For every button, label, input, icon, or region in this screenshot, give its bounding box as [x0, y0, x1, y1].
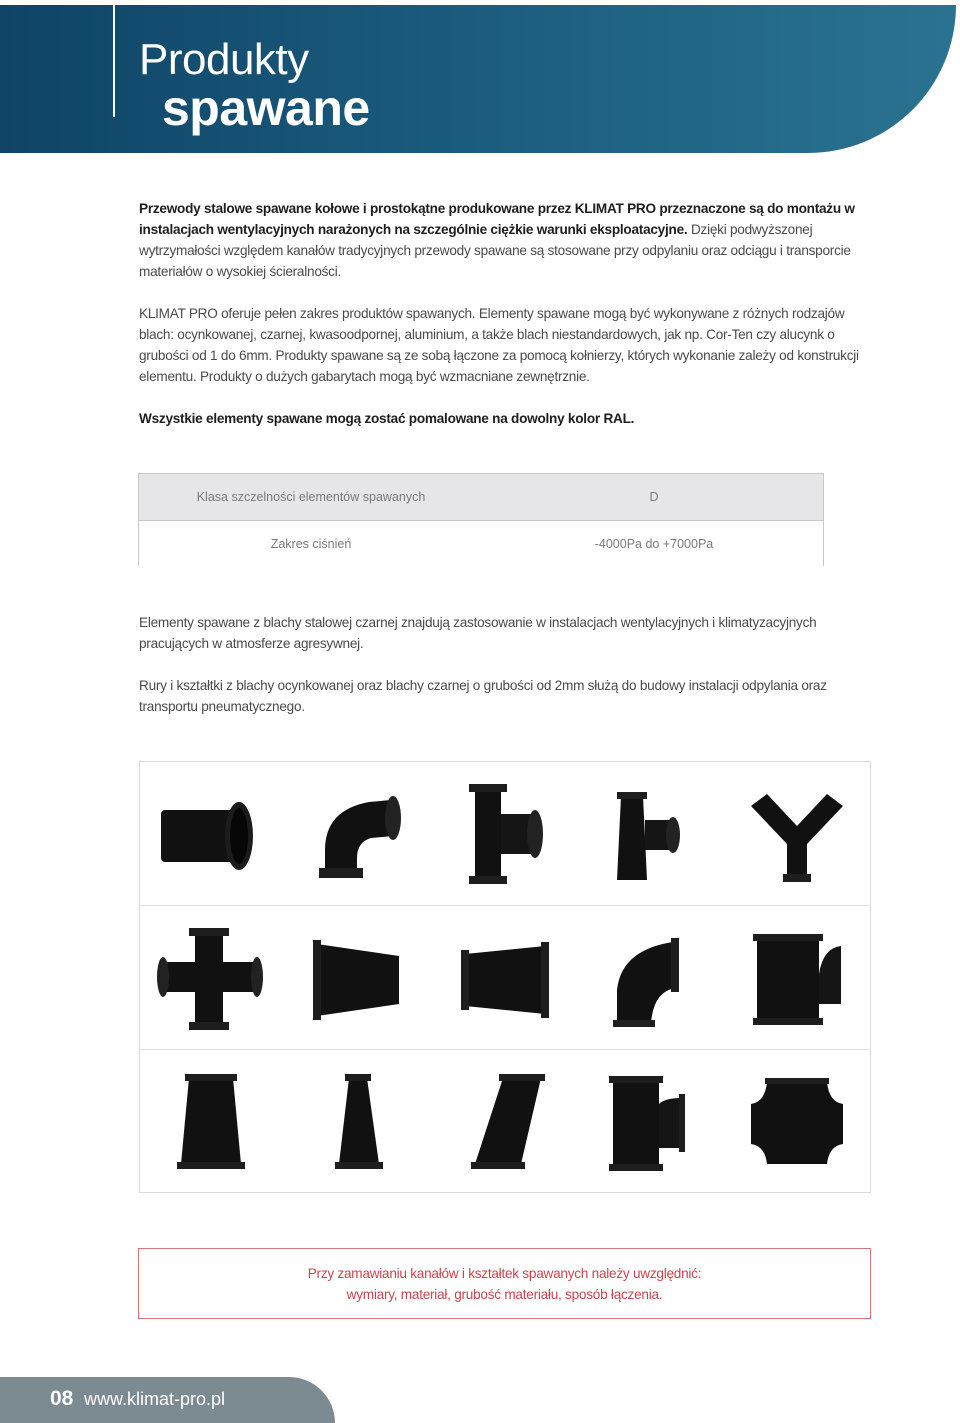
product-rect-transition — [140, 1050, 286, 1194]
spec-label: Zakres ciśnień — [270, 537, 352, 551]
round-tee-reducing-icon — [591, 780, 711, 888]
product-rect-elbow — [578, 906, 724, 1050]
product-rect-cross — [724, 1050, 870, 1194]
product-rect-duct-long — [432, 906, 578, 1050]
rect-duct-icon — [299, 924, 419, 1032]
round-pipe-icon — [153, 780, 273, 888]
website-url[interactable]: www.klimat-pro.pl — [84, 1389, 226, 1409]
rect-duct-long-icon — [445, 924, 565, 1032]
page-title-line2: spawane — [162, 80, 370, 136]
header-banner — [0, 5, 956, 153]
product-round-pipe — [140, 762, 286, 906]
rect-reducer-icon — [299, 1068, 419, 1176]
spec-table — [138, 473, 824, 566]
spec-row — [139, 521, 823, 567]
product-rect-tee — [724, 906, 870, 1050]
rect-branch-icon — [591, 1068, 711, 1176]
product-rect-branch — [578, 1050, 724, 1194]
header-divider — [113, 5, 115, 117]
round-y-branch-icon — [737, 780, 857, 888]
intro-bold-text: Przewody stalowe spawane kołowe i prostokątne produkowane przez KLIMAT PRO przeznaczone są do montażu w instalacjach wentylacyjnych narażonych na szczególnie ciężkie warunki eksploatacyjne. — [139, 201, 855, 237]
rect-elbow-icon — [591, 924, 711, 1032]
ordering-note-line2: wymiary, materiał, grubość materiału, sposób łączenia. — [346, 1287, 663, 1302]
ral-note: Wszystkie elementy spawane mogą zostać pomalowane na dowolny kolor RAL. — [139, 411, 635, 426]
ordering-note-box — [138, 1248, 871, 1319]
spec-value: D — [649, 490, 659, 504]
product-rect-reducer — [286, 1050, 432, 1194]
round-cross-icon — [153, 924, 273, 1032]
product-rect-offset — [432, 1050, 578, 1194]
usage-paragraph-2: Rury i kształtki z blachy ocynkowanej oraz blachy czarnej o grubości od 2mm służą do budowy instalacji odpylania oraz transportu pneumatycznego. — [139, 678, 827, 714]
spec-value: -4000Pa do +7000Pa — [594, 537, 714, 551]
rect-tee-icon — [737, 924, 857, 1032]
page-number: 08 — [50, 1387, 74, 1410]
product-round-tee-reducing — [578, 762, 724, 906]
product-round-y-branch — [724, 762, 870, 906]
usage-paragraph-1: Elementy spawane z blachy stalowej czarnej znajdują zastosowanie w instalacjach wentylacyjnych i klimatyzacyjnych pracujących w atmosferze agresywnej. — [139, 615, 817, 651]
product-round-elbow — [286, 762, 432, 906]
product-grid — [139, 761, 871, 1193]
product-rect-duct — [286, 906, 432, 1050]
rect-offset-icon — [445, 1068, 565, 1176]
round-elbow-icon — [299, 780, 419, 888]
intro-paragraph — [139, 198, 859, 282]
spec-label: Klasa szczelności elementów spawanych — [196, 490, 426, 504]
ordering-note-line1: Przy zamawianiu kanałów i kształtek spawanych należy uwzględnić: — [307, 1266, 702, 1281]
offer-paragraph: KLIMAT PRO oferuje pełen zakres produktów spawanych. Elementy spawane mogą być wykonywane z różnych rodzajów blach: ocynkowanej, czarnej, kwasoodpornej, aluminium, a także blach niestandardowych, jak np. Cor-Ten czy alucynk o grubości od 1 do 6mm. Produkty spawane są ze sobą łączone za pomocą kołnierzy, których wykonanie zależy od konstrukcji elementu. Produkty o dużych gabarytach mogą być wzmacniane zewnętrznie. — [139, 306, 859, 384]
spec-row — [139, 474, 823, 521]
round-tee-icon — [445, 780, 565, 888]
footer-bar — [0, 1377, 335, 1423]
rect-cross-icon — [737, 1068, 857, 1176]
product-round-cross — [140, 906, 286, 1050]
rect-transition-icon — [153, 1068, 273, 1176]
page-title-line1: Produkty — [139, 35, 309, 84]
product-round-tee — [432, 762, 578, 906]
intro-text: Dzięki podwyższonej wytrzymałości względem kanałów tradycyjnych przewody spawane są stosowane przy odpylaniu oraz odciągu i transporcie materiałów o wysokiej ścieralności. — [139, 222, 851, 279]
